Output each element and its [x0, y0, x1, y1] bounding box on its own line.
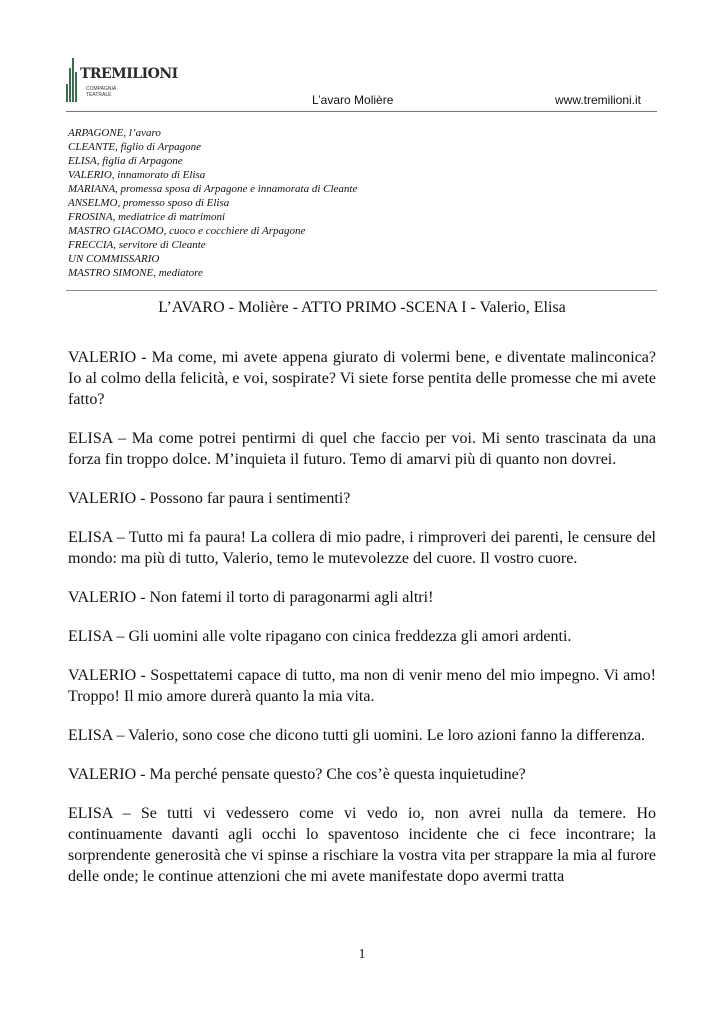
logo-subtitle-line1: COMPAGNIA — [86, 86, 117, 92]
dialogue-body — [68, 347, 656, 905]
cast-item: MASTRO GIACOMO, cuoco e cocchiere di Arpagone — [68, 225, 306, 237]
cast-item: ANSELMO, promesso sposo di Elisa — [68, 197, 230, 209]
cast-item: MARIANA, promessa sposa di Arpagone e innamorata di Cleante — [68, 183, 358, 195]
dialogue-line: VALERIO - Non fatemi il torto di paragonarmi agli altri! — [68, 589, 434, 606]
header-url[interactable]: www.tremilioni.it — [555, 93, 642, 107]
header-divider — [66, 111, 657, 112]
dialogue-line: ELISA – Valerio, sono cose che dicono tutti gli uomini. Le loro azioni fanno la differenza. — [68, 727, 646, 744]
logo-title: TREMILIONI — [80, 66, 178, 82]
company-logo — [66, 58, 178, 102]
cast-item: VALERIO, innamorato di Elisa — [68, 169, 206, 181]
dialogue-line: VALERIO - Ma perché pensate questo? Che cos’è questa inquietudine? — [68, 766, 526, 783]
scene-title: L’AVARO - Molière - ATTO PRIMO -SCENA I - Valerio, Elisa — [158, 299, 566, 316]
cast-item: FROSINA, mediatrice di matrimoni — [68, 211, 226, 223]
dialogue-line: ELISA – Gli uomini alle volte ripagano con cinica freddezza gli amori ardenti. — [68, 628, 572, 645]
dialogue-line: VALERIO - Possono far paura i sentimenti? — [68, 490, 351, 507]
cast-item: UN COMMISSARIO — [68, 253, 160, 265]
dialogue-line: VALERIO - Ma come, mi avete appena giurato di volermi bene, e diventate malinconica? Io al colmo della felicità, e voi, sospirate? Vi siete forse pentita delle promesse che mi avete fatto? — [68, 349, 656, 408]
cast-item: ELISA, figlia di Arpagone — [68, 155, 183, 167]
cast-item: MASTRO SIMONE, mediatore — [68, 267, 203, 279]
dialogue-line: VALERIO - Sospettatemi capace di tutto, ma non di venir meno del mio impegno. Vi amo! Troppo! Il mio amore durerà quanto la mia vita. — [68, 667, 656, 705]
page-number: 1 — [358, 947, 366, 962]
dialogue-line: ELISA – Tutto mi fa paura! La collera di mio padre, i rimproveri dei parenti, le censure del mondo: ma più di tutto, Valerio, temo le mutevolezze del cuore. Il vostro cuore. — [68, 529, 656, 567]
logo-mark-icon — [66, 58, 78, 102]
dialogue-line: ELISA – Se tutti vi vedessero come vi vedo io, non avrei nulla da temere. Ho continuamente davanti agli occhi lo spaventoso incidente che ci fece incontrare; la sorprendente generosità che vi spinse a rischiare la vostra vita per strappare la mia al furore delle onde; le continue attenzioni che mi avete manifestate dopo avermi tratta — [68, 805, 656, 885]
dialogue-line: ELISA – Ma come potrei pentirmi di quel che faccio per voi. Mi sento trascinata da una forza fin troppo dolce. M’inquieta il futuro. Temo di amarvi più di quanto non dovrei. — [68, 430, 656, 468]
logo-subtitle-line2: TEATRALE — [86, 92, 112, 98]
cast-item: ARPAGONE, l’avaro — [68, 127, 161, 139]
logo-subtitle — [86, 86, 116, 98]
cast-list — [68, 126, 648, 280]
cast-divider — [66, 290, 657, 291]
cast-item: CLEANTE, figlio di Arpagone — [68, 141, 202, 153]
header-title: L’avaro Molière — [312, 93, 394, 107]
cast-item: FRECCIA, servitore di Cleante — [68, 239, 206, 251]
